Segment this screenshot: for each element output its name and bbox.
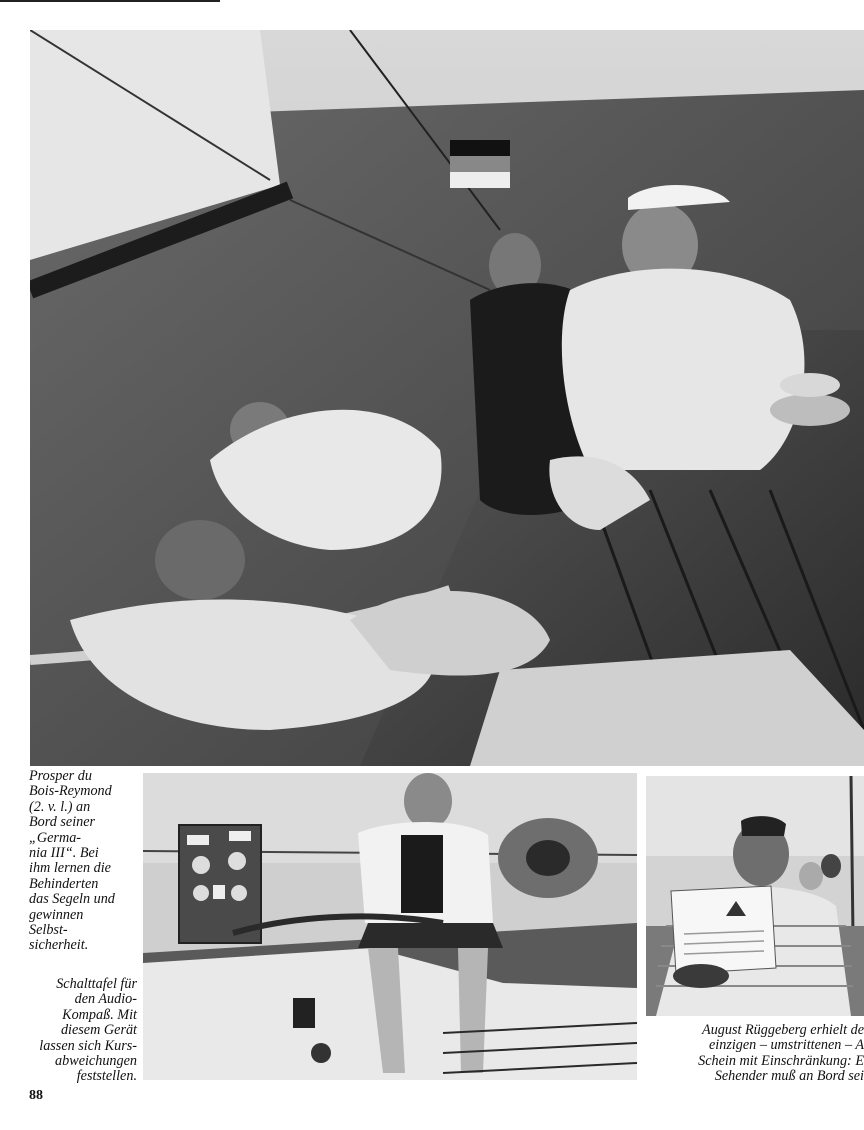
- panel-photo-helmsman: [143, 773, 637, 1080]
- page-number: 88: [29, 1088, 43, 1103]
- caption-main-photo: Prosper du Bois-Reymond (2. v. l.) an Bord seiner „Germa- nia III“. Bei ihm lernen die Behinderten das Segeln und gewinnen Selbst- sicherheit.: [29, 768, 115, 954]
- sailing-photo-illustration: [30, 30, 864, 766]
- certificate-photo-illustration: [646, 776, 864, 1016]
- right-photo-certificate: [646, 776, 864, 1016]
- helmsman-photo-illustration: [143, 773, 637, 1080]
- main-photo-sailing-crew: [30, 30, 864, 766]
- caption-right-photo: August Rüggeberg erhielt de einzigen – umstrittenen – A Schein mit Einschränkung: E Sehender muß an Bord sei: [698, 1023, 864, 1085]
- top-rule: [0, 0, 220, 2]
- caption-panel-photo: Schalttafel für den Audio- Kompaß. Mit diesem Gerät lassen sich Kurs- abweichungen feststellen.: [39, 976, 137, 1085]
